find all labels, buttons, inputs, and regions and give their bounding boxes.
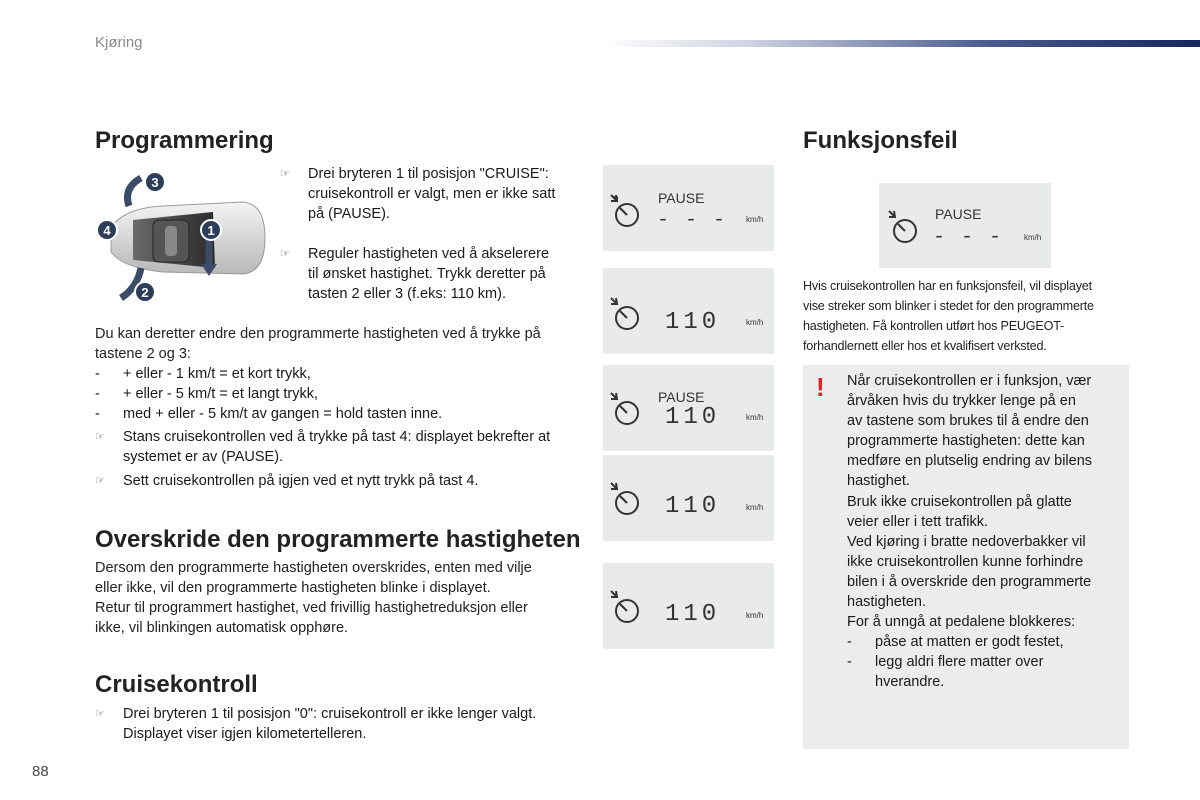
display-speed: - - - — [933, 226, 1004, 249]
warning-text-line: årvåken hvis du trykker lenge på en — [847, 393, 1076, 409]
warning-text-line: For å unngå at pedalene blokkeres: — [847, 614, 1076, 630]
display-status: PAUSE — [935, 206, 982, 222]
warning-icon: ! — [816, 372, 825, 402]
warning-dash-item: hverandre. — [875, 674, 945, 690]
display-status: PAUSE — [658, 190, 705, 206]
warning-text-line: programmerte hastigheten: dette kan — [847, 433, 1085, 449]
callout-4: 4 — [103, 223, 111, 238]
pointer-icon: ☞ — [280, 168, 290, 180]
pointer-icon: ☞ — [95, 708, 105, 720]
display-panel — [603, 268, 774, 354]
display-unit: km/h — [746, 413, 764, 422]
callout-1: 1 — [207, 223, 215, 238]
warning-text-line: ikke cruisekontrollen kunne forhindre — [847, 554, 1084, 570]
warning-text-line: medføre en plutselig endring av bilens — [847, 453, 1093, 469]
warning-text-line: veier eller i tett trafikk. — [847, 514, 989, 530]
section-header: Kjøring — [95, 34, 143, 51]
warning-text-line: av tastene som brukes til å endre den — [847, 413, 1089, 429]
warning-text-line: hastighet. — [847, 473, 910, 489]
warning-text-line: hastigheten. — [847, 594, 927, 610]
speedometer-icon — [611, 393, 638, 424]
pointer-icon: ☞ — [280, 248, 290, 260]
display-panel — [603, 563, 774, 649]
dash-item: - + eller - 5 km/t = et langt trykk, — [95, 386, 319, 402]
display-speed: - - - — [657, 209, 728, 232]
callout-3: 3 — [151, 175, 159, 190]
speedometer-icon — [611, 591, 638, 622]
speedometer-icon — [889, 211, 916, 242]
display-speed: 110 — [665, 601, 721, 628]
pointer-icon: ☞ — [95, 475, 105, 487]
warning-text-line: Når cruisekontrollen er i funksjon, vær — [847, 373, 1092, 389]
display-unit: km/h — [746, 611, 764, 620]
cruise-lever-illustration — [93, 168, 268, 306]
warning-dash-item: - påse at matten er godt festet, — [847, 634, 1064, 650]
speedometer-icon — [611, 298, 638, 329]
pointer-icon: ☞ — [95, 431, 105, 443]
cruise-bullet: ☞ Drei bryteren 1 til posisjon "0": cruisekontroll er ikke lenger valgt. Displayet viser igjen kilometertelleren. — [95, 706, 537, 742]
fault-description: Hvis cruisekontrollen har en funksjonsfeil, vil displayet vise streker som blinker i stedet for den programmerte hastigheten. Få kontrollen utført hos PEUGEOT- forhandlernett eller hos et kvalifisert verksted. — [803, 279, 1094, 353]
cruise-title: Cruisekontroll — [95, 671, 258, 698]
overspeed-paragraph: Dersom den programmerte hastigheten overskrides, enten med vilje eller ikke, vil den programmerte hastigheten blinke i displayet. Retur til programmert hastighet, ved frivillig hastighetreduksjon eller ikke, vil blinkingen automatisk opphøre. — [95, 560, 532, 636]
display-unit: km/h — [746, 215, 764, 224]
programming-bullet-3: ☞ Stans cruisekontrollen ved å trykke på tast 4: displayet bekrefter at systemet er av (PAUSE). — [95, 429, 551, 465]
warning-text-line: bilen i å overskride den programmerte — [847, 574, 1092, 590]
warning-text-line: Ved kjøring i bratte nedoverbakker vil — [847, 534, 1086, 550]
display-speed: 110 — [665, 404, 721, 431]
programming-bullet-2: ☞ Reguler hastigheten ved å akselerere til ønsket hastighet. Trykk deretter på tasten 2 eller 3 (f.eks: 110 km). — [280, 246, 550, 302]
programming-bullet-4: ☞ Sett cruisekontrollen på igjen ved et nytt trykk på tast 4. — [95, 473, 479, 489]
display-unit: km/h — [1024, 233, 1042, 242]
header-bar — [600, 40, 1200, 47]
display-status: PAUSE — [658, 389, 705, 405]
fault-title: Funksjonsfeil — [803, 127, 958, 154]
display-panel — [603, 165, 774, 251]
programming-title: Programmering — [95, 127, 274, 154]
overspeed-title: Overskride den programmerte hastigheten — [95, 526, 581, 553]
display-panel — [603, 365, 774, 451]
page-number: 88 — [32, 763, 49, 780]
warning-text-line: Bruk ikke cruisekontrollen på glatte — [847, 494, 1072, 510]
programming-paragraph: Du kan deretter endre den programmerte hastigheten ved å trykke på tastene 2 og 3: — [95, 326, 541, 362]
dash-item: - med + eller - 5 km/t av gangen = hold tasten inne. — [95, 406, 443, 422]
dash-item: - + eller - 1 km/t = et kort trykk, — [95, 366, 311, 382]
display-unit: km/h — [746, 318, 764, 327]
callout-2: 2 — [141, 285, 149, 300]
display-unit: km/h — [746, 503, 764, 512]
fault-display-panel — [879, 183, 1051, 268]
programming-bullet-1: ☞ Drei bryteren 1 til posisjon "CRUISE": cruisekontroll er valgt, men er ikke satt på (PAUSE). — [280, 166, 556, 222]
display-speed: 110 — [665, 493, 721, 520]
display-speed: 110 — [665, 309, 721, 336]
speedometer-icon — [611, 195, 638, 226]
warning-dash-item: - legg aldri flere matter over — [847, 654, 1044, 670]
speedometer-icon — [611, 483, 638, 514]
display-panel — [603, 455, 774, 541]
